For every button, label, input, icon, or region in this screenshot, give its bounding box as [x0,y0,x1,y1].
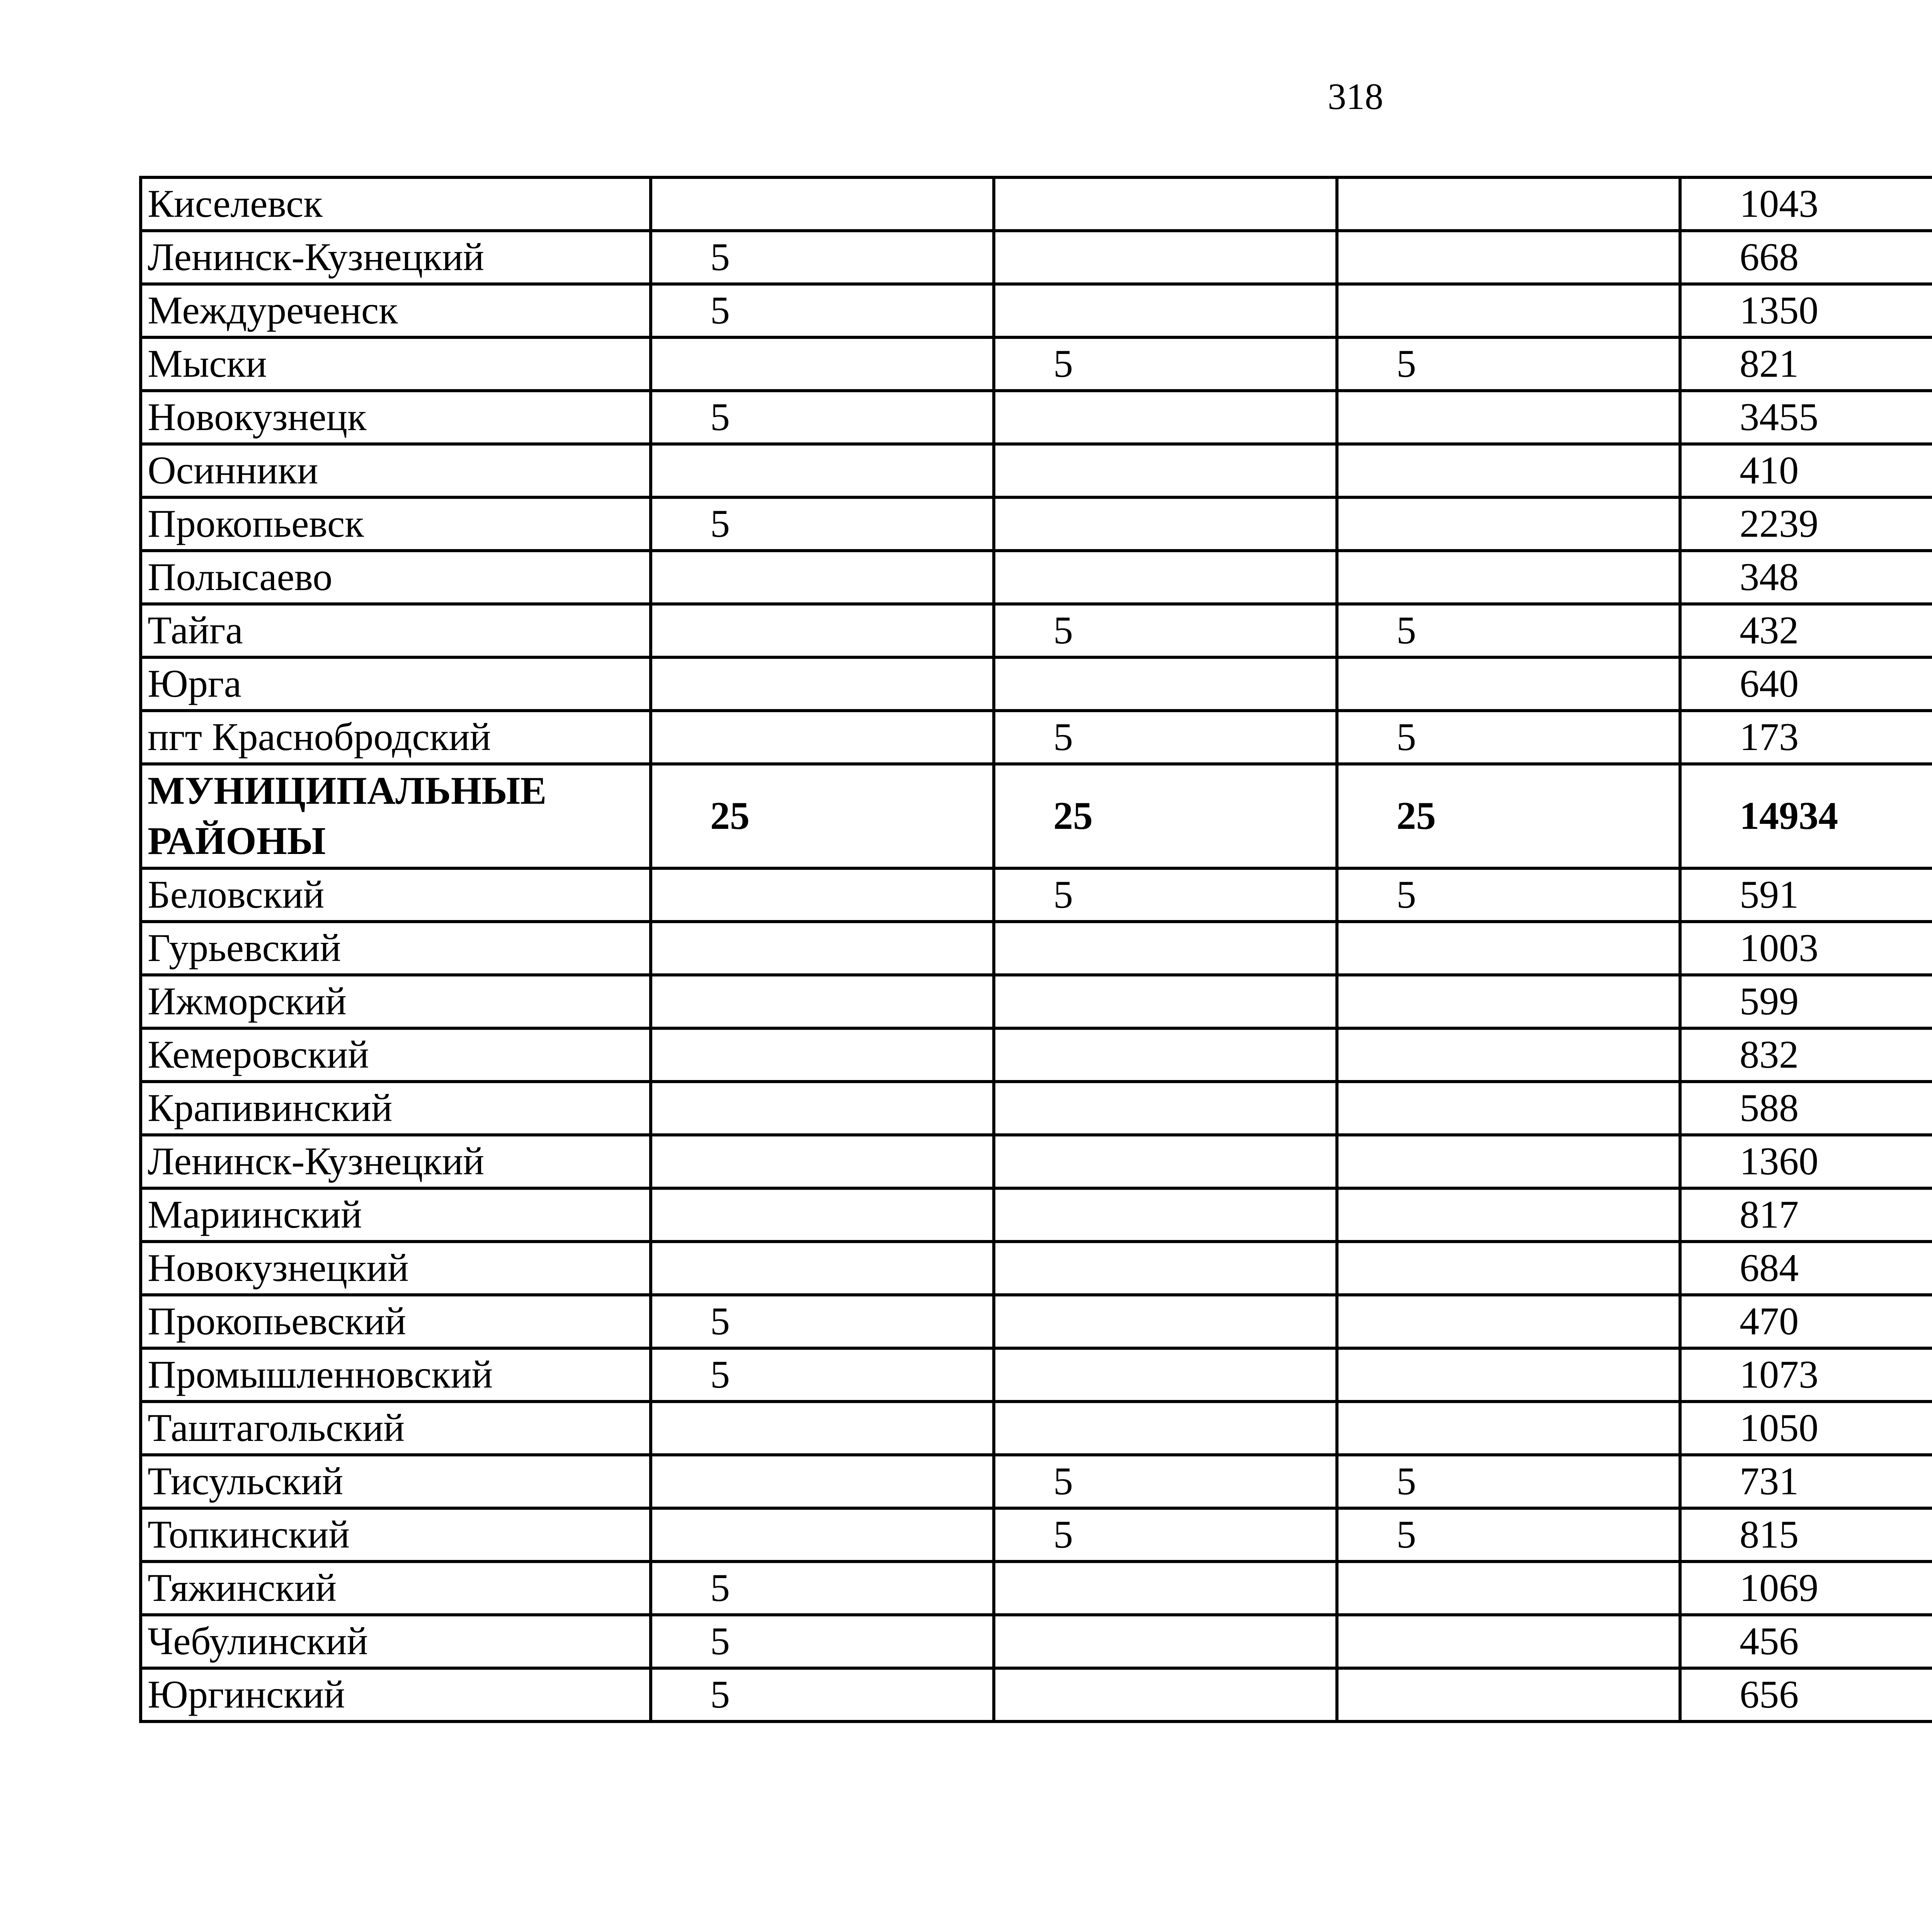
table-cell-value: 5 [651,284,994,337]
table-cell-value [651,1135,994,1188]
table-row [141,337,1932,391]
table-cell-value [994,497,1337,551]
table-cell-name: Прокопьевск [141,497,651,551]
table-cell-value: 5 [1337,868,1680,922]
table-cell-value [1337,497,1680,551]
table-cell-value: 832 [1680,1028,1932,1082]
table-row [141,551,1932,604]
table-cell-value [1337,551,1680,604]
table-cell-name: Гурьевский [141,922,651,975]
table-cell-value [994,391,1337,444]
table-cell-value [1337,1135,1680,1188]
table-cell-value [651,177,994,231]
table-cell-value: 588 [1680,1082,1932,1135]
table-cell-value: 470 [1680,1295,1932,1348]
table-cell-name: Юрга [141,657,651,711]
table-cell-value [651,711,994,764]
table-cell-value [651,1508,994,1561]
table-row [141,1615,1932,1668]
table-cell-value: 173 [1680,711,1932,764]
table-cell-value [651,922,994,975]
table-cell-value [1337,1402,1680,1455]
table-row [141,657,1932,711]
table-cell-value: 1050 [1680,1402,1932,1455]
table-row [141,604,1932,657]
table-cell-value [994,1188,1337,1242]
table-cell-value [994,1082,1337,1135]
table-cell-value: 5 [994,604,1337,657]
table-cell-name: Прокопьевский [141,1295,651,1348]
table-row [141,1028,1932,1082]
table-cell-value [651,657,994,711]
table-row [141,1082,1932,1135]
table-cell-value: 5 [651,1561,994,1615]
table-cell-value: 5 [651,497,994,551]
table-row [141,177,1932,231]
table-cell-value: 5 [651,1348,994,1402]
table-cell-value: 684 [1680,1242,1932,1295]
table-cell-value [994,551,1337,604]
table-cell-name: Ленинск-Кузнецкий [141,231,651,284]
table-row [141,1242,1932,1295]
table-cell-value [994,975,1337,1028]
table-cell-value: 1003 [1680,922,1932,975]
table-cell-value: 815 [1680,1508,1932,1561]
table-cell-value: 5 [651,391,994,444]
table-cell-value: 1350 [1680,284,1932,337]
table-cell-name: пгт Краснобродский [141,711,651,764]
table-cell-name: Таштагольский [141,1402,651,1455]
table-cell-name: Междуреченск [141,284,651,337]
table-cell-value: 599 [1680,975,1932,1028]
table-cell-value [1337,1561,1680,1615]
table-cell-value: 5 [651,231,994,284]
table-cell-value: 25 [651,764,994,868]
table-cell-name: Мариинский [141,1188,651,1242]
table-cell-value: 5 [1337,1455,1680,1508]
table-row [141,1188,1932,1242]
table-cell-value: 2239 [1680,497,1932,551]
table-cell-name: Топкинский [141,1508,651,1561]
table-cell-value: 5 [994,1508,1337,1561]
table-cell-value: 821 [1680,337,1932,391]
table-cell-value [994,1668,1337,1721]
table-cell-name: Мыски [141,337,651,391]
table-cell-value [651,444,994,497]
table-row [141,1508,1932,1561]
table-cell-value: 591 [1680,868,1932,922]
table-cell-value: 1043 [1680,177,1932,231]
table-cell-name: Осинники [141,444,651,497]
table-row [141,868,1932,922]
table-cell-value [994,1242,1337,1295]
table-cell-value [1337,1668,1680,1721]
table-cell-name: Беловский [141,868,651,922]
table-cell-value: 5 [994,1455,1337,1508]
table-cell-name: Ижморский [141,975,651,1028]
table-cell-value [1337,1028,1680,1082]
table-cell-value: 25 [994,764,1337,868]
table-cell-value [1337,1082,1680,1135]
table-cell-value [651,975,994,1028]
table-cell-value [994,657,1337,711]
table-cell-value [994,177,1337,231]
table-row [141,1402,1932,1455]
table-cell-value: 817 [1680,1188,1932,1242]
table-cell-value [994,231,1337,284]
table-cell-value: 5 [1337,604,1680,657]
table-cell-value: 1360 [1680,1135,1932,1188]
table-row [141,1561,1932,1615]
table-row [141,1668,1932,1721]
table-cell-value [651,1028,994,1082]
table-cell-value [1337,975,1680,1028]
table-cell-name: Ленинск-Кузнецкий [141,1135,651,1188]
table-cell-name: Тяжинский [141,1561,651,1615]
table-cell-name: Юргинский [141,1668,651,1721]
table-cell-value: 14934 [1680,764,1932,868]
table-row [141,1295,1932,1348]
table-cell-value: 5 [1337,1508,1680,1561]
table-cell-value: 3455 [1680,391,1932,444]
table-cell-value: 348 [1680,551,1932,604]
table-cell-value: 432 [1680,604,1932,657]
table-cell-name: Кемеровский [141,1028,651,1082]
table-cell-value [994,1348,1337,1402]
table-cell-name: Чебулинский [141,1615,651,1668]
table-cell-value: 1069 [1680,1561,1932,1615]
table-cell-value: 5 [994,868,1337,922]
table-cell-name: Тисульский [141,1455,651,1508]
table-cell-name: МУНИЦИПАЛЬНЫЕ РАЙОНЫ [141,764,651,868]
table-cell-value: 5 [1337,711,1680,764]
table-cell-value [1337,657,1680,711]
table-row-total [141,764,1932,868]
table-cell-value [1337,1242,1680,1295]
table-cell-value [994,1402,1337,1455]
data-table [139,176,1932,1723]
table-cell-value [994,284,1337,337]
table-row [141,1455,1932,1508]
table-cell-value: 410 [1680,444,1932,497]
table-cell-value: 656 [1680,1668,1932,1721]
table-row [141,444,1932,497]
table-cell-value [651,1188,994,1242]
table-cell-value [994,1561,1337,1615]
table-cell-value [1337,231,1680,284]
table-cell-value [1337,391,1680,444]
table-cell-value: 456 [1680,1615,1932,1668]
table-cell-value [1337,922,1680,975]
table-cell-value [1337,177,1680,231]
table-row [141,1135,1932,1188]
table-cell-value [1337,1295,1680,1348]
table-row [141,231,1932,284]
table-cell-value [651,868,994,922]
table-row [141,391,1932,444]
table-cell-value: 1073 [1680,1348,1932,1402]
table-cell-value [1337,444,1680,497]
table-cell-value [994,1135,1337,1188]
table-cell-name: Новокузнецкий [141,1242,651,1295]
page-number: 318 [1328,76,1383,117]
table-cell-value: 5 [651,1615,994,1668]
table-row [141,497,1932,551]
table-cell-value [651,604,994,657]
table-cell-name: Новокузнецк [141,391,651,444]
table-cell-value [1337,1348,1680,1402]
table-cell-value: 5 [1337,337,1680,391]
table-cell-value: 5 [651,1668,994,1721]
table-cell-name: Тайга [141,604,651,657]
table-cell-name: Промышленновский [141,1348,651,1402]
table-cell-value [994,1615,1337,1668]
table-cell-value [994,444,1337,497]
table-row [141,922,1932,975]
table-cell-value [651,1082,994,1135]
table-cell-value [651,1455,994,1508]
table-cell-name: Крапивинский [141,1082,651,1135]
table-cell-value [1337,1615,1680,1668]
table-cell-value [994,1028,1337,1082]
table-cell-value [651,551,994,604]
table-cell-value: 668 [1680,231,1932,284]
table-cell-value: 5 [651,1295,994,1348]
table-cell-name: Киселевск [141,177,651,231]
table-cell-value [651,337,994,391]
table-row [141,284,1932,337]
table-cell-value: 640 [1680,657,1932,711]
table-cell-value [651,1242,994,1295]
table-cell-value [1337,284,1680,337]
table-cell-value: 5 [994,337,1337,391]
table-body [141,177,1932,1721]
table-row [141,1348,1932,1402]
table-cell-value [994,922,1337,975]
table-row [141,975,1932,1028]
table-cell-value: 25 [1337,764,1680,868]
table-cell-value [994,1295,1337,1348]
table-cell-name: Полысаево [141,551,651,604]
table-cell-value: 731 [1680,1455,1932,1508]
table-cell-value: 5 [994,711,1337,764]
table-cell-value [651,1402,994,1455]
table-cell-value [1337,1188,1680,1242]
table-row [141,711,1932,764]
